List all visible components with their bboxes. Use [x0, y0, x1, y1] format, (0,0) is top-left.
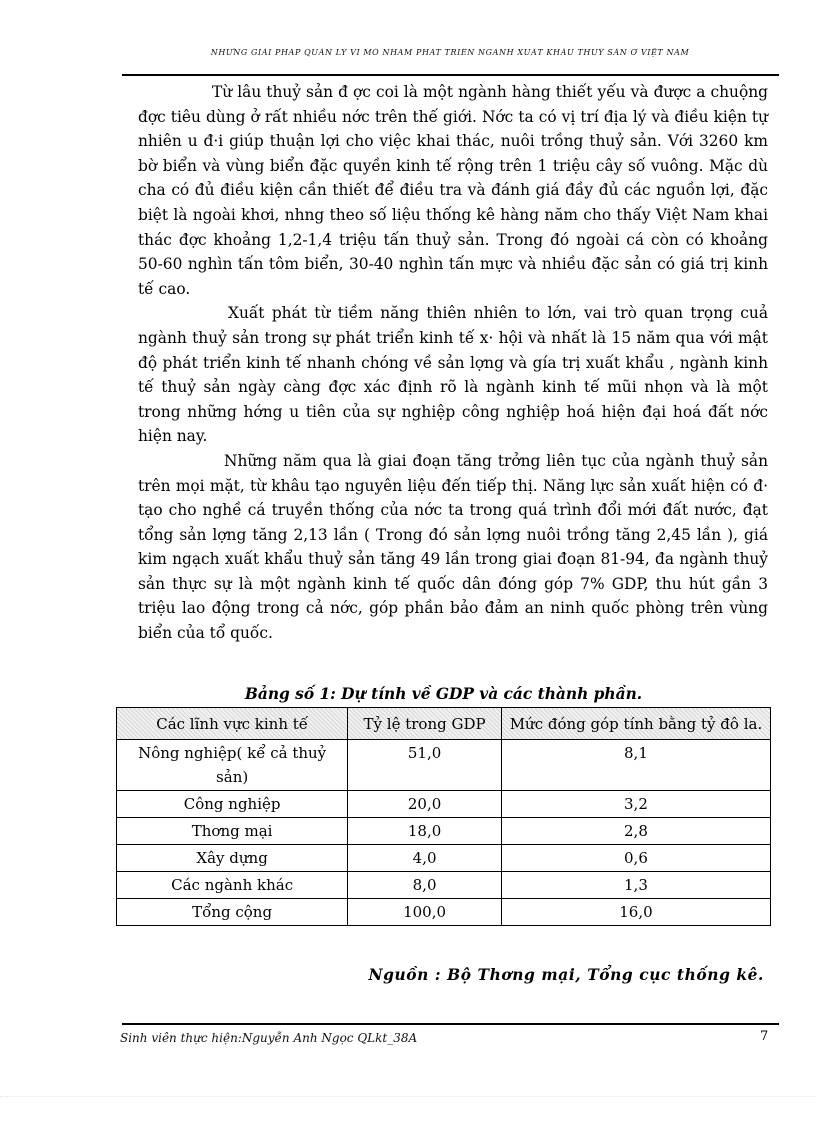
cell-amount: 8,1	[501, 740, 770, 791]
table-row	[117, 818, 771, 845]
cell-sector: Xây dựng	[117, 845, 348, 872]
cell-sector: Thơng mại	[117, 818, 348, 845]
cell-share: 51,0	[348, 740, 502, 791]
cell-share: 4,0	[348, 845, 502, 872]
header-rule	[122, 74, 779, 76]
table-row	[117, 791, 771, 818]
cell-sector: Các ngành khác	[117, 872, 348, 899]
cell-amount: 16,0	[501, 899, 770, 926]
cell-share: 8,0	[348, 872, 502, 899]
page-number: 7	[760, 1029, 769, 1044]
table-caption: Bảng số 1: Dự tính về GDP và các thành phần.	[244, 685, 643, 703]
table-row-total	[117, 899, 771, 926]
paragraph-1: Từ lâu thuỷ sản đ ợc coi là một ngành hàng thiết yếu và được a chuộng đợc tiêu dùng ở rất nhiều nớc trên thế giới. Nớc ta có vị trí địa lý và điều kiện tự nhiên u đ·i giúp thuận lợi cho việc khai thác, nuôi trồng thuỷ sản. Với 3260 km bờ biển và vùng biển đặc quyền kinh tế rộng trên 1 triệu cây số vuông. Mặc dù cha có đủ điều kiện cần thiết để điều tra và đánh giá đầy đủ các nguồn lợi, đặc biệt là ngoài khơi, nhng theo số liệu thống kê hàng năm cho thấy Việt Nam khai thác đợc khoảng 1,2-1,4 triệu tấn thuỷ sản. Trong đó ngoài cá còn có khoảng 50-60 nghìn tấn tôm biển, 30-40 nghìn tấn mực và nhiều đặc sản có giá trị kinh tế cao.	[138, 83, 768, 298]
table-source: Nguồn : Bộ Thơng mại, Tổng cục thống kê.	[368, 966, 764, 984]
header-amount: Mức đóng góp tính bằng tỷ đô la.	[501, 708, 770, 740]
table-header-row	[117, 708, 771, 740]
gdp-table	[116, 707, 771, 926]
header-sector: Các lĩnh vực kinh tế	[117, 708, 348, 740]
cell-share: 100,0	[348, 899, 502, 926]
paragraph-2: Xuất phát từ tiềm năng thiên nhiên to lớn, vai trò quan trọng cuả ngành thuỷ sản trong sự phát triển kinh tế x· hội và nhất là 15 năm qua với mật độ phát triển kinh tế nhanh chóng về sản lợng và gía trị xuất khẩu , ngành kinh tế thuỷ sản ngày càng đợc xác định rõ là ngành kinh tế mũi nhọn và là một trong những hớng u tiên của sự nghiệp công nghiệp hoá hiện đại hoá đất nớc hiện nay.	[138, 304, 768, 446]
cell-amount: 2,8	[501, 818, 770, 845]
header-share: Tỷ lệ trong GDP	[348, 708, 502, 740]
cell-sector: Công nghiệp	[117, 791, 348, 818]
footer-rule	[122, 1023, 779, 1025]
running-header: NHỮNG GIẢI PHÁP QUẢN LÝ VĨ MÔ NHẰM PHÁT TRIỂN NGÀNH XUẤT KHẨU THUỶ SẢN Ở VIỆT NAM	[210, 48, 690, 57]
cell-amount: 0,6	[501, 845, 770, 872]
paragraph-3: Những năm qua là giai đoạn tăng trởng liên tục của ngành thuỷ sản trên mọi mặt, từ khâu tạo nguyên liệu đến tiếp thị. Năng lực sản xuất hiện có đ· tạo cho nghề cá truyền thống của nớc ta trong quá trình đổi mới đất nước, đạt tổng sản lợng tăng 2,13 lần ( Trong đó sản lợng nuôi trồng tăng 2,45 lần ), giá kim ngạch xuất khẩu thuỷ sản tăng 49 lần trong giai đoạn 81-94, đa ngành thuỷ sản thực sự là một ngành kinh tế quốc dân đóng góp 7% GDP, thu hút gần 3 triệu lao động trong cả nớc, góp phần bảo đảm an ninh quốc phòng trên vùng biển của tổ quốc.	[138, 451, 768, 643]
body-text	[138, 80, 768, 646]
cell-sector: Nông nghiệp( kể cả thuỷ sản)	[117, 740, 348, 791]
footer-author: Sinh viên thực hiện:Nguyễn Anh Ngọc QLkt_38A	[120, 1031, 418, 1045]
cell-share: 18,0	[348, 818, 502, 845]
cell-sector: Tổng cộng	[117, 899, 348, 926]
table-row	[117, 845, 771, 872]
cell-amount: 3,2	[501, 791, 770, 818]
cell-share: 20,0	[348, 791, 502, 818]
table-row	[117, 872, 771, 899]
cell-amount: 1,3	[501, 872, 770, 899]
page-edge-divider	[0, 1096, 816, 1097]
table-row	[117, 740, 771, 791]
